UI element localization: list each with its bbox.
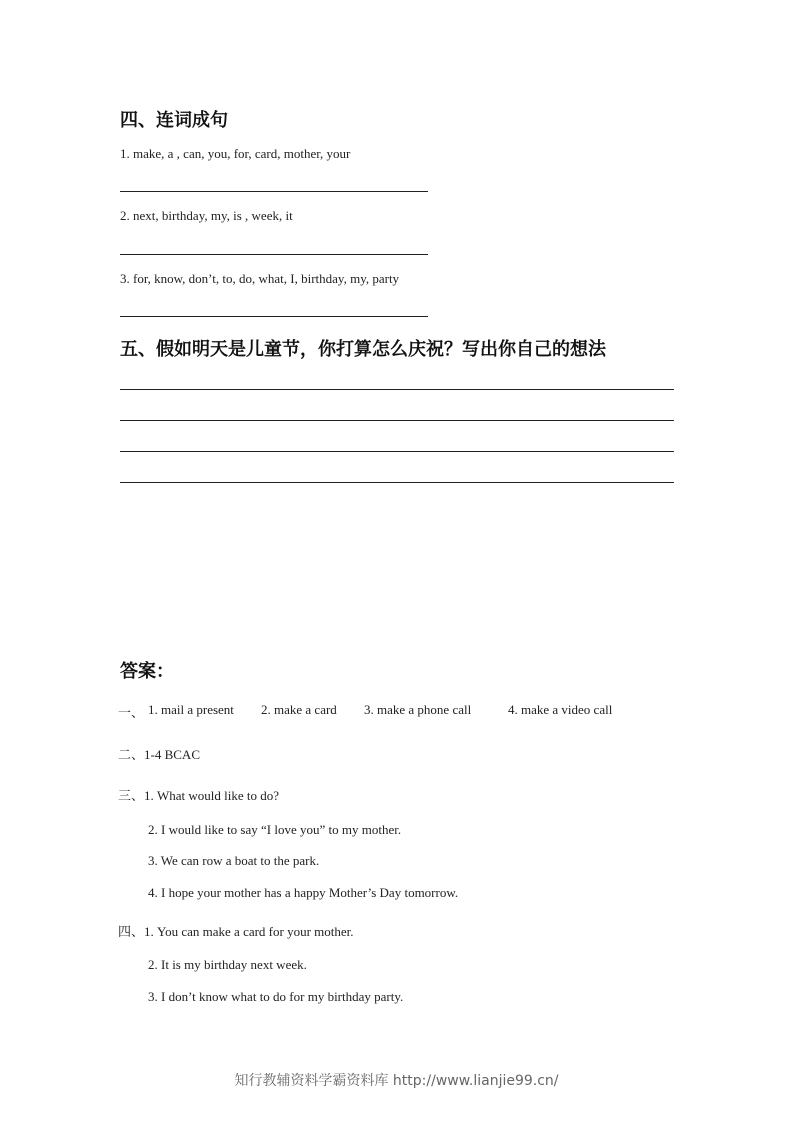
section-4-title: 四、连词成句 <box>120 110 228 131</box>
answers-part-3-item-1: 1. What would like to do? <box>144 788 280 803</box>
section-4-question-3: 3. for, know, don’t, to, do, what, I, birthday, my, party <box>120 271 400 286</box>
answers-title: 答案： <box>120 661 174 682</box>
answer-line <box>120 316 428 317</box>
writing-line <box>120 420 674 421</box>
answers-part-3-item-4: 4. I hope your mother has a happy Mother’s Day tomorrow. <box>148 885 459 900</box>
answers-part-1-item-2: 2. make a card <box>261 702 337 717</box>
writing-line <box>120 482 674 483</box>
writing-line <box>120 451 674 452</box>
answers-part-3 <box>118 785 279 804</box>
answers-part-1 <box>118 702 144 721</box>
answers-part-1-prefix: 一、 <box>118 706 145 721</box>
answers-part-3-prefix: 三、 <box>118 789 145 804</box>
answers-part-1-item-3: 3. make a phone call <box>364 702 472 717</box>
section-4-question-2: 2. next, birthday, my, is , week, it <box>120 208 293 223</box>
answers-part-3-item-3: 3. We can row a boat to the park. <box>148 853 320 868</box>
answers-part-4-prefix: 四、 <box>118 925 145 940</box>
answers-part-2-prefix: 二、 <box>118 748 145 763</box>
section-4-question-1: 1. make, a , can, you, for, card, mother, your <box>120 146 351 161</box>
answers-part-4-item-1: 1. You can make a card for your mother. <box>144 924 354 939</box>
answers-part-2-text: 1-4 BCAC <box>144 747 200 762</box>
answers-part-2 <box>118 744 200 763</box>
answers-part-3-item-2: 2. I would like to say “I love you” to my mother. <box>148 822 402 837</box>
section-5-title: 五、假如明天是儿童节，你打算怎么庆祝？写出你自己的想法 <box>120 339 606 360</box>
answers-part-4-item-3: 3. I don’t know what to do for my birthday party. <box>148 989 404 1004</box>
answers-part-1-item-1: 1. mail a present <box>148 702 234 717</box>
answers-part-4 <box>118 921 354 940</box>
footer-watermark: 知行教辅资料学霸资料库 http://www.lianjie99.cn/ <box>234 1073 559 1089</box>
answer-line <box>120 254 428 255</box>
answer-line <box>120 191 428 192</box>
answers-part-1-item-4: 4. make a video call <box>508 702 613 717</box>
answers-part-4-item-2: 2. It is my birthday next week. <box>148 957 307 972</box>
writing-line <box>120 389 674 390</box>
